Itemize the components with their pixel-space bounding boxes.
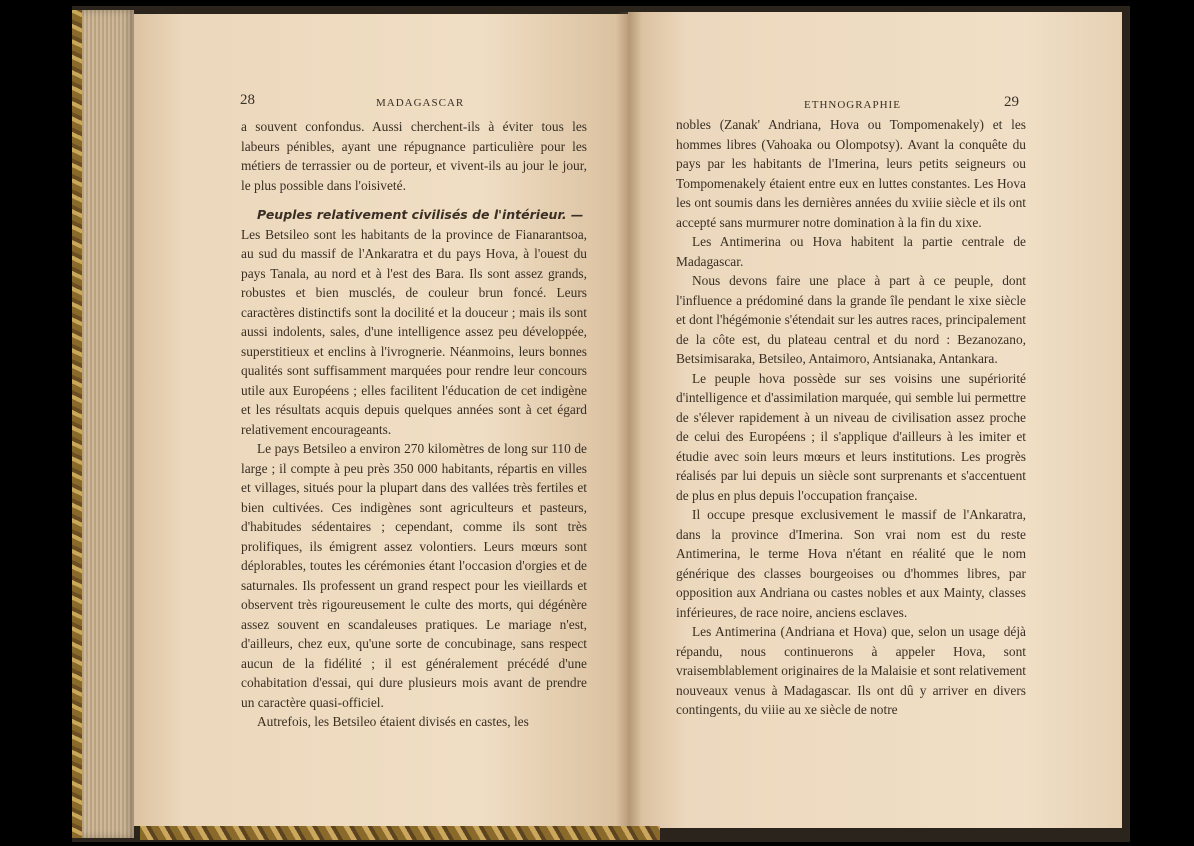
body-text: [676, 115, 1026, 720]
paragraph: Les Antimerina ou Hova habitent la partie centrale de Madagascar.: [676, 234, 1026, 269]
book-gutter: [616, 12, 642, 828]
running-head: ETHNOGRAPHIE: [804, 99, 901, 111]
paragraph: Les Antimerina (Andriana et Hova) que, selon un usage déjà répandu, nous continuerons à appeler Hova, sont vraisemblablement originaires de la Malaisie et sont relativement nouveaux venus à Madagascar. Ils ont dû y arriver en divers contingents, du viiie au xe siècle de notre: [676, 624, 1026, 717]
paragraph: [241, 205, 587, 225]
paragraph: Nous devons faire une place à part à ce peuple, dont l'influence a prédominé dans la grande île pendant le xixe siècle et dont l'hégémonie s'étendait sur les autres races, principalement de la côte est, du plateau central et du nord : Bezanozano, Betsimisaraka, Betsileo, Antaimoro, Antsianaka, Antankara.: [676, 273, 1026, 366]
paragraph: Autrefois, les Betsileo étaient divisés en castes, les: [257, 714, 529, 729]
left-page: [134, 14, 628, 826]
paragraph: Il occupe presque exclusivement le massif de l'Ankaratra, dans la province d'Imerina. Son vrai nom est du reste Antimerina, le terme Hova n'étant en réalité que le nom générique des classes bourgeoises ou d'hommes libres, par opposition aux Andriana ou castes nobles et aux Mainty, classes inférieures, de race noire, anciens esclaves.: [676, 507, 1026, 620]
running-head: MADAGASCAR: [376, 97, 465, 109]
page-number: 28: [240, 92, 255, 108]
right-page: [628, 12, 1122, 828]
page-number: 29: [1004, 94, 1019, 110]
marbled-edge-bottom: [140, 826, 660, 840]
paragraph: nobles (Zanak' Andriana, Hova ou Tompomenakely) et les hommes libres (Vahoaka ou Olompotsy). Avant la conquête du pays par les habitants de l'Imerina, leurs petits seigneurs ou Tompomenakely étaient entre eux en luttes constantes. Les Hova les ont soumis dans les dernières années du xviiie siècle et ils ont accepté sans murmurer notre domination à la fin du xixe.: [676, 117, 1026, 230]
paragraph: Le pays Betsileo a environ 270 kilomètres de long sur 110 de large ; il compte à peu près 350 000 habitants, répartis en villes et villages, situés pour la plupart dans des vallées très fertiles et bien cultivées. Ces indigènes sont agriculteurs et pasteurs, d'habitudes sédentaires ; cependant, comme ils sont très prolifiques, ils émigrent assez volontiers. Leurs mœurs sont déplorables, toutes les cérémonies étant l'occasion d'orgies et de saturnales. Ils professent un grand respect pour les vieillards et observent très rigoureusement le culte des morts, qui dégénère assez souvent en scandaleuses pratiques. Le mariage n'est, d'ailleurs, chez eux, qu'une sorte de concubinage, sans respect aucun de la fidélité ; il est généralement précédé d'une cohabitation d'essai, qui dure plusieurs mois avant de prendre un caractère quasi-officiel.: [241, 441, 587, 710]
body-text: [241, 117, 587, 732]
marbled-edge: [72, 10, 82, 838]
paragraph: Les Betsileo sont les habitants de la province de Fianarantsoa, au sud du massif de l'Ankaratra et du pays Hova, à l'ouest du pays Tanala, au nord et à l'est des Bara. Ils sont assez grands, robustes et bien musclés, de couleur brun foncé. Leurs caractères distinctifs sont la docilité et la douceur ; mais ils sont aussi indolents, sales, d'une intelligence assez peu développée, superstitieux et enclins à l'ivrognerie. Néanmoins, leurs bonnes qualités sont suffisamment marquées pour rendre leur concours utile aux Européens ; elles facilitent l'éducation de cet indigène et les résultats acquis depuis quelques années sont à cet égard relativement encourageants.: [241, 226, 587, 437]
paragraph: a souvent confondus. Aussi cherchent-ils à éviter tous les labeurs pénibles, ayant une répugnance particulière pour les métiers de terrassier ou de porteur, et vivent-ils au jour le jour, le plus possible dans l'oisiveté.: [241, 119, 587, 193]
paragraph: Le peuple hova possède sur ses voisins une supériorité d'intelligence et d'assimilation marquée, qui semble lui permettre de s'élever rapidement à un niveau de civilisation assez proche de celui des Européens ; il s'applique d'ailleurs à les imiter et étudie avec soin leurs mœurs et leurs institutions. Les progrès réalisés par lui depuis un siècle sont surprenants et s'accentuent de plus en plus depuis l'occupation française.: [676, 370, 1026, 503]
section-heading: Peuples relativement civilisés de l'intérieur. —: [257, 207, 584, 222]
